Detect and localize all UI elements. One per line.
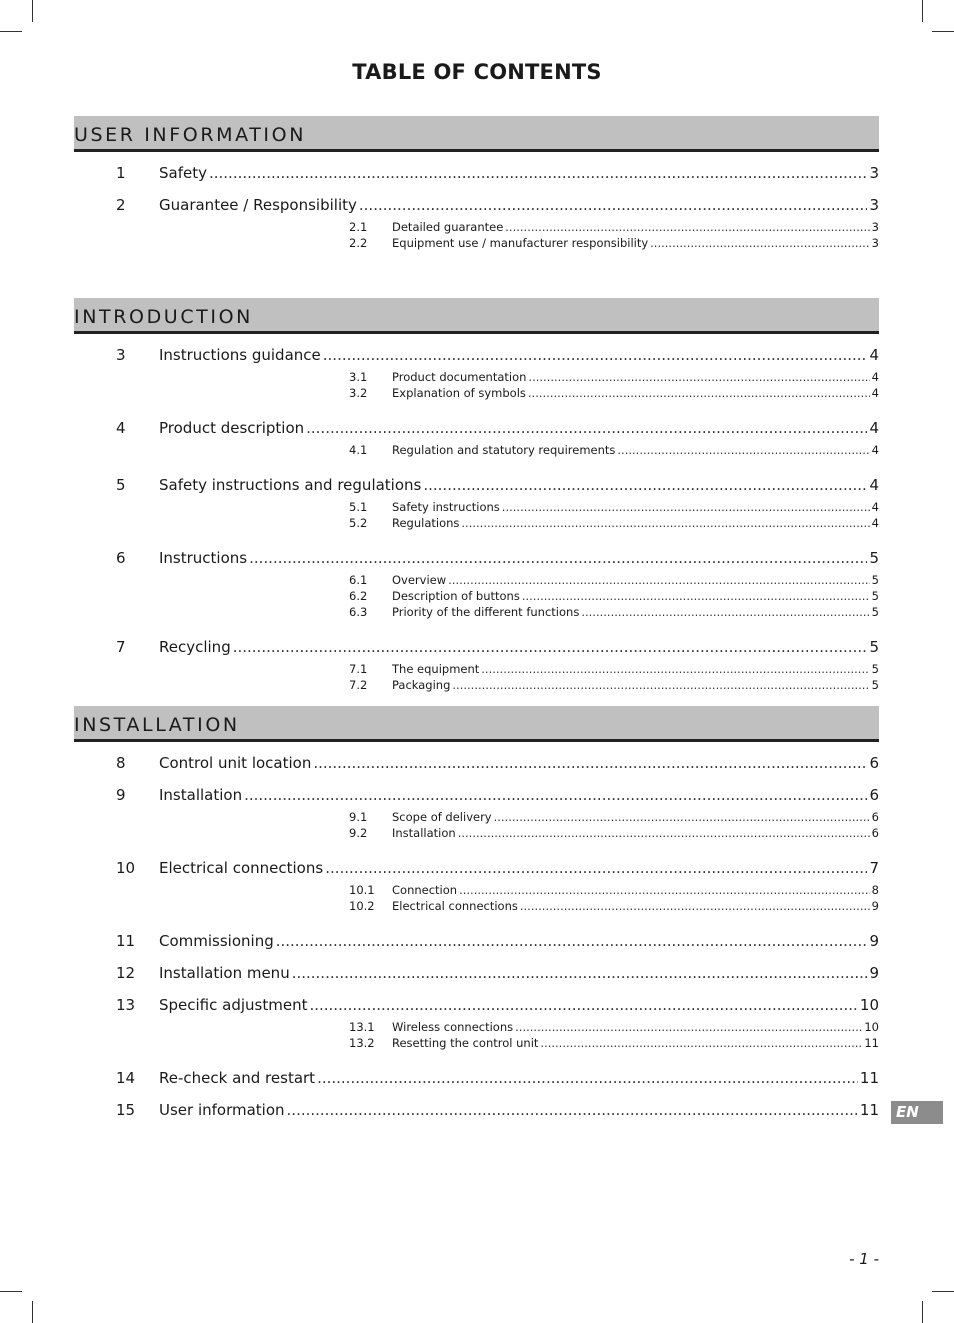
dot-leader (306, 418, 867, 438)
toc-number: 7.1 (349, 662, 368, 676)
toc-section (74, 298, 879, 692)
toc-page-number: 11 (859, 1069, 879, 1087)
dot-leader (522, 588, 870, 604)
toc-page-number: 4 (871, 516, 879, 530)
toc-subentry[interactable] (74, 677, 879, 693)
toc-page-number: 5 (871, 573, 879, 587)
toc-label: Product description (159, 419, 305, 437)
toc-number: 13.1 (349, 1020, 375, 1034)
toc-entry[interactable] (74, 963, 879, 983)
toc-subentry[interactable] (74, 1035, 879, 1051)
toc-label: Installation menu (159, 964, 290, 982)
toc-entry[interactable] (74, 1100, 879, 1120)
toc-page-number: 4 (871, 443, 879, 457)
section-header (74, 706, 879, 742)
dot-leader (520, 898, 870, 914)
toc-page-number: 6 (869, 786, 879, 804)
toc-number: 3.2 (349, 386, 368, 400)
dot-leader (209, 163, 867, 183)
dot-leader (325, 858, 867, 878)
toc-label: Overview (392, 573, 447, 587)
section-header (74, 116, 879, 152)
toc-entry[interactable] (74, 475, 879, 495)
toc-page-number: 4 (871, 500, 879, 514)
toc-entry[interactable] (74, 785, 879, 805)
toc-number: 7.2 (349, 678, 368, 692)
toc-subentry[interactable] (74, 219, 879, 235)
toc-number: 6.3 (349, 605, 368, 619)
toc-page-number: 10 (864, 1020, 879, 1034)
toc-section (74, 706, 879, 1119)
toc-entry[interactable] (74, 637, 879, 657)
toc-label: Priority of the different functions (392, 605, 580, 619)
toc-subentry[interactable] (74, 825, 879, 841)
crop-mark (0, 31, 22, 32)
toc-subentry[interactable] (74, 588, 879, 604)
toc-subentry[interactable] (74, 369, 879, 385)
toc-label: Packaging (392, 678, 451, 692)
toc-label: Electrical connections (392, 899, 518, 913)
toc-number: 5 (116, 476, 126, 494)
toc-number: 9.2 (349, 826, 368, 840)
toc-entry[interactable] (74, 858, 879, 878)
toc-label: Product documentation (392, 370, 527, 384)
language-tab: EN (891, 1101, 943, 1124)
toc-label: The equipment (392, 662, 480, 676)
toc-number: 7 (116, 638, 126, 656)
toc-subentry[interactable] (74, 898, 879, 914)
toc-page-number: 6 (871, 826, 879, 840)
toc-subentry[interactable] (74, 661, 879, 677)
toc-page-number: 5 (871, 662, 879, 676)
toc-subentry[interactable] (74, 442, 879, 458)
toc-label: Control unit location (159, 754, 312, 772)
dot-leader (581, 604, 869, 620)
dot-leader (452, 677, 869, 693)
toc-number: 3 (116, 346, 126, 364)
toc-page-number: 6 (871, 810, 879, 824)
toc-subentry[interactable] (74, 604, 879, 620)
dot-leader (292, 963, 868, 983)
dot-leader (528, 385, 870, 401)
dot-leader (502, 499, 870, 515)
dot-leader (423, 475, 867, 495)
toc-label: Re-check and restart (159, 1069, 316, 1087)
crop-mark (932, 1291, 954, 1292)
dot-leader (481, 661, 869, 677)
toc-number: 1 (116, 164, 126, 182)
toc-entry[interactable] (74, 753, 879, 773)
dot-leader (459, 882, 870, 898)
crop-mark (932, 31, 954, 32)
toc-number: 10.2 (349, 899, 375, 913)
toc-page-number: 4 (869, 476, 879, 494)
toc-label: Safety instructions (392, 500, 500, 514)
section-heading: USER INFORMATION (74, 123, 307, 146)
toc-entry[interactable] (74, 548, 879, 568)
dot-leader (276, 931, 868, 951)
dot-leader (313, 753, 867, 773)
section-heading: INTRODUCTION (74, 305, 253, 328)
toc-page-number: 11 (864, 1036, 879, 1050)
toc-label: Explanation of symbols (392, 386, 526, 400)
toc-entry[interactable] (74, 163, 879, 183)
crop-mark (32, 1301, 33, 1323)
toc-number: 14 (116, 1069, 136, 1087)
toc-page-number: 4 (869, 419, 879, 437)
toc-label: User information (159, 1101, 285, 1119)
toc-subentry[interactable] (74, 882, 879, 898)
toc-label: Resetting the control unit (392, 1036, 539, 1050)
toc-number: 5.2 (349, 516, 368, 530)
toc-entry[interactable] (74, 931, 879, 951)
toc-number: 3.1 (349, 370, 368, 384)
toc-number: 5.1 (349, 500, 368, 514)
toc-number: 11 (116, 932, 136, 950)
toc-number: 4.1 (349, 443, 368, 457)
dot-leader (458, 825, 870, 841)
dot-leader (528, 369, 869, 385)
toc-number: 13.2 (349, 1036, 375, 1050)
toc-entry[interactable] (74, 195, 879, 215)
toc-subentry[interactable] (74, 515, 879, 531)
toc-entry[interactable] (74, 345, 879, 365)
crop-mark (922, 1301, 923, 1323)
toc-label: Electrical connections (159, 859, 324, 877)
dot-leader (317, 1068, 858, 1088)
toc-page-number: 3 (869, 164, 879, 182)
dot-leader (540, 1035, 862, 1051)
section-heading: INSTALLATION (74, 713, 240, 736)
toc-page-number: 4 (871, 370, 879, 384)
dot-leader (617, 442, 869, 458)
toc-subentry[interactable] (74, 499, 879, 515)
dot-leader (244, 785, 867, 805)
toc-section (74, 116, 879, 250)
toc-label: Installation (392, 826, 456, 840)
toc-page-number: 7 (869, 859, 879, 877)
toc-label: Detailed guarantee (392, 220, 504, 234)
toc-label: Recycling (159, 638, 231, 656)
toc-number: 8 (116, 754, 126, 772)
toc-number: 13 (116, 996, 136, 1014)
toc-page-number: 3 (869, 196, 879, 214)
dot-leader (323, 345, 868, 365)
dot-leader (309, 995, 857, 1015)
toc-page-number: 4 (869, 346, 879, 364)
toc-label: Regulations (392, 516, 460, 530)
toc-subentry[interactable] (74, 385, 879, 401)
toc-subentry[interactable] (74, 1019, 879, 1035)
toc-subentry[interactable] (74, 572, 879, 588)
dot-leader (515, 1019, 862, 1035)
crop-mark (922, 0, 923, 22)
toc-number: 15 (116, 1101, 136, 1119)
toc-number: 6 (116, 549, 126, 567)
toc-label: Commissioning (159, 932, 274, 950)
toc-page-number: 8 (871, 883, 879, 897)
dot-leader (505, 219, 869, 235)
toc-label: Scope of delivery (392, 810, 492, 824)
toc-page-number: 4 (871, 386, 879, 400)
toc-label: Installation (159, 786, 243, 804)
toc-subentry[interactable] (74, 809, 879, 825)
toc-label: Instructions (159, 549, 248, 567)
toc-entry[interactable] (74, 1068, 879, 1088)
toc-label: Instructions guidance (159, 346, 321, 364)
toc-number: 2.1 (349, 220, 368, 234)
toc-page-number: 9 (869, 964, 879, 982)
toc-page-number: 5 (869, 638, 879, 656)
toc-number: 2.2 (349, 236, 368, 250)
toc-page-number: 3 (871, 220, 879, 234)
toc-number: 9 (116, 786, 126, 804)
dot-leader (249, 548, 867, 568)
toc-number: 9.1 (349, 810, 368, 824)
toc-label: Wireless connections (392, 1020, 514, 1034)
toc-label: Equipment use / manufacturer responsibility (392, 236, 649, 250)
toc-page-number: 9 (869, 932, 879, 950)
dot-leader (287, 1100, 858, 1120)
toc-page-number: 5 (871, 589, 879, 603)
crop-mark (0, 1291, 22, 1292)
toc-entry[interactable] (74, 995, 879, 1015)
toc-number: 6.1 (349, 573, 368, 587)
toc-number: 4 (116, 419, 126, 437)
toc-page-number: 6 (869, 754, 879, 772)
toc-number: 10 (116, 859, 136, 877)
toc-label: Safety instructions and regulations (159, 476, 422, 494)
toc-page-number: 11 (859, 1101, 879, 1119)
toc-page-number: 5 (869, 549, 879, 567)
dot-leader (461, 515, 869, 531)
toc-label: Description of buttons (392, 589, 520, 603)
toc-label: Safety (159, 164, 207, 182)
toc-entry[interactable] (74, 418, 879, 438)
toc-number: 2 (116, 196, 126, 214)
toc-page-number: 10 (859, 996, 879, 1014)
toc-label: Regulation and statutory requirements (392, 443, 616, 457)
page-title: TABLE OF CONTENTS (352, 60, 602, 84)
toc-page-number: 5 (871, 605, 879, 619)
toc-label: Connection (392, 883, 458, 897)
toc-label: Guarantee / Responsibility (159, 196, 357, 214)
toc-page-number: 5 (871, 678, 879, 692)
toc-subentry[interactable] (74, 235, 879, 251)
toc-page-number: 3 (871, 236, 879, 250)
toc-label: Specific adjustment (159, 996, 308, 1014)
toc-number: 10.1 (349, 883, 375, 897)
crop-mark (32, 0, 33, 22)
section-header (74, 298, 879, 334)
dot-leader (233, 637, 868, 657)
dot-leader (494, 809, 870, 825)
dot-leader (359, 195, 868, 215)
dot-leader (650, 235, 870, 251)
page-number: - 1 - (849, 1250, 879, 1268)
toc-page-number: 9 (871, 899, 879, 913)
toc-number: 6.2 (349, 589, 368, 603)
dot-leader (448, 572, 870, 588)
toc-number: 12 (116, 964, 136, 982)
